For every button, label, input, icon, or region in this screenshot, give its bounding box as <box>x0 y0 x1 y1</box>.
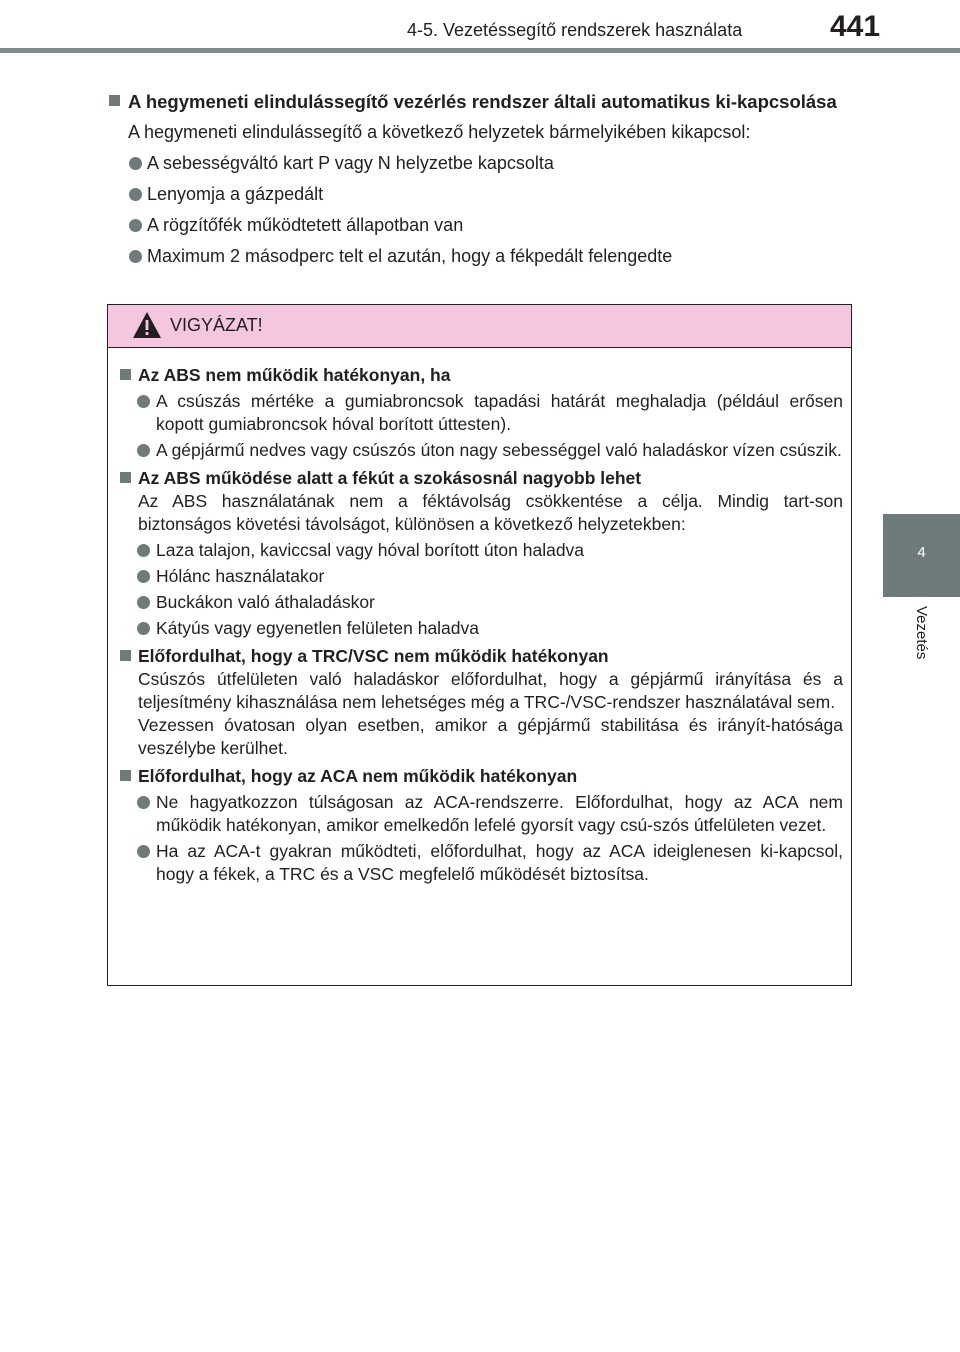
round-bullet-icon <box>129 188 142 201</box>
list-item <box>120 840 843 886</box>
warning-section-heading <box>120 764 843 788</box>
list-item-text: Hólánc használatakor <box>156 566 325 586</box>
round-bullet-icon <box>137 596 150 609</box>
round-bullet-icon <box>137 845 150 858</box>
round-bullet-icon <box>137 395 150 408</box>
list-item-text: A gépjármű nedves vagy csúszós úton nagy sebességgel való haladáskor vízen csúszik. <box>156 440 842 460</box>
warning-section-heading-text: Előfordulhat, hogy a TRC/VSC nem működik hatékonyan <box>138 646 609 666</box>
warning-section-heading <box>120 466 843 490</box>
list-item-text: A sebességváltó kart P vagy N helyzetbe kapcsolta <box>147 153 554 173</box>
list-item-text: Ha az ACA-t gyakran működteti, előfordulhat, hogy az ACA ideiglenesen ki-kapcsol, hogy a fékek, a TRC és a VSC megfelelő működését biztosítsa. <box>156 841 843 884</box>
intro-section <box>109 89 853 269</box>
list-item <box>120 439 843 462</box>
square-bullet-icon <box>120 770 131 781</box>
chapter-tab <box>883 514 960 597</box>
chapter-number: 4 <box>917 544 926 561</box>
section-heading <box>109 89 853 114</box>
round-bullet-icon <box>129 219 142 232</box>
list-item-text: Kátyús vagy egyenetlen felületen haladva <box>156 618 480 638</box>
list-item <box>120 539 843 562</box>
warning-section-heading-text: Az ABS nem működik hatékonyan, ha <box>138 365 451 385</box>
square-bullet-icon <box>120 650 131 661</box>
warning-content <box>120 363 843 886</box>
list-item <box>120 390 843 436</box>
list-item-text: Laza talajon, kaviccsal vagy hóval borított úton haladva <box>156 540 585 560</box>
round-bullet-icon <box>137 796 150 809</box>
warning-triangle-icon <box>132 311 162 339</box>
section-heading-text: A hegymeneti elindulássegítő vezérlés rendszer általi automatikus ki-kapcsolása <box>128 91 837 112</box>
warning-paragraph: Az ABS használatának nem a féktávolság csökkentése a célja. Mindig tart-son biztonságos követési távolságot, különösen a következő helyzetekben: <box>138 491 843 534</box>
round-bullet-icon <box>137 570 150 583</box>
running-header: 4-5. Vezetéssegítő rendszerek használata <box>407 20 743 40</box>
round-bullet-icon <box>129 250 142 263</box>
list-item <box>120 565 843 588</box>
square-bullet-icon <box>109 95 120 106</box>
round-bullet-icon <box>137 622 150 635</box>
list-item <box>109 182 853 207</box>
list-item-text: Maximum 2 másodperc telt el azután, hogy a fékpedált felengedte <box>147 246 673 266</box>
warning-box <box>107 304 852 986</box>
round-bullet-icon <box>137 544 150 557</box>
square-bullet-icon <box>120 369 131 380</box>
intro-text: A hegymeneti elindulássegítő a következő helyzetek bármelyikében kikapcsol: <box>128 122 751 142</box>
square-bullet-icon <box>120 472 131 483</box>
list-item <box>109 244 853 269</box>
header-rule <box>0 48 960 53</box>
chapter-label: Vezetés <box>913 606 930 660</box>
list-item <box>109 213 853 238</box>
warning-section-heading <box>120 363 843 387</box>
round-bullet-icon <box>137 444 150 457</box>
warning-header <box>108 305 851 348</box>
list-item <box>120 591 843 614</box>
warning-title: VIGYÁZAT! <box>170 315 263 335</box>
list-item-text: A csúszás mértéke a gumiabroncsok tapadási határát meghaladja (például erősen kopott gumiabroncsok hóval borított úttesten). <box>156 391 843 434</box>
list-item-text: A rögzítőfék működtetett állapotban van <box>147 215 464 235</box>
warning-paragraph: Vezessen óvatosan olyan esetben, amikor a gépjármű stabilitása és irányít-hatósága veszélybe kerülhet. <box>138 715 843 758</box>
list-item <box>120 617 843 640</box>
warning-section-heading <box>120 644 843 668</box>
round-bullet-icon <box>129 157 142 170</box>
list-item-text: Ne hagyatkozzon túlságosan az ACA-rendszerre. Előfordulhat, hogy az ACA nem működik hatékonyan, amikor emelkedőn lefelé gyorsít vagy csú-szós útfelületen vezet. <box>156 792 843 835</box>
list-item-text: Lenyomja a gázpedált <box>147 184 324 204</box>
warning-section-heading-text: Az ABS működése alatt a fékút a szokásosnál nagyobb lehet <box>138 468 642 488</box>
warning-section-heading-text: Előfordulhat, hogy az ACA nem működik hatékonyan <box>138 766 578 786</box>
page-number: 441 <box>830 10 881 43</box>
warning-paragraph: Csúszós útfelületen való haladáskor előfordulhat, hogy a gépjármű irányítása és a teljesítmény kihasználása nem lehetséges még a TRC-/VSC-rendszer használatával sem. <box>138 669 843 712</box>
list-item <box>120 791 843 837</box>
list-item-text: Buckákon való áthaladáskor <box>156 592 375 612</box>
list-item <box>109 151 853 176</box>
